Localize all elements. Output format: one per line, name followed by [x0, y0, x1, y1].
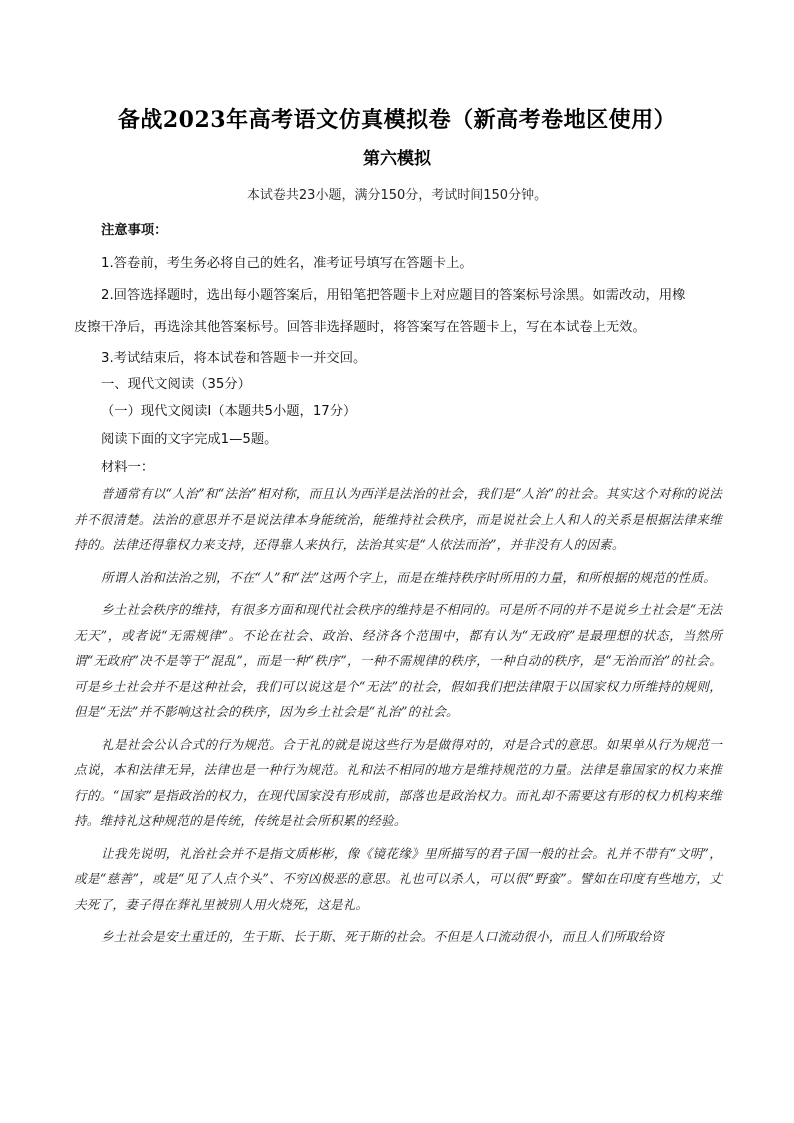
passage-paragraph: 乡土社会秩序的维持，有很多方面和现代社会秩序的维持是不相同的。可是所不同的并不是说乡土社会是“无法无天”，或者说“无需规律”。不论在社会、政治、经济各个范围中，都有认为“无政府”是最理想的状态，当然所谓“无政府”决不是等于“混乱”，而是一种“秩序”，一种不需规律的秩序，一种自动的秩序，是“无治而治”的社会。可是乡土社会并不是这种社会，我们可以说这是个“无法”的社会，假如我们把法律限于以国家权力所维持的规则，但是“无法”并不影响这社会的秩序，因为乡土社会是“礼治”的社会。	[74, 602, 722, 719]
passage-paragraph: 乡土社会是安土重迁的，生于斯、长于斯、死于斯的社会。不但是人口流动很小，而且人们所取给资	[101, 929, 664, 944]
note-item-1: 1.答卷前，考生务必将自己的姓名，准考证号填写在答题卡上。	[101, 256, 473, 271]
material-label: 材料一：	[101, 460, 155, 475]
note-item-3: 3.考试结束后，将本试卷和答题卡一并交回。	[101, 351, 367, 366]
exam-info: 本试卷共23小题，满分150分，考试时间150分钟。	[246, 188, 548, 203]
subsection-heading-reading-1: （一）现代文阅读Ⅰ（本题共5小题，17分）	[101, 404, 357, 419]
section-heading-modern-reading: 一、现代文阅读（35分）	[101, 377, 251, 392]
page-subtitle: 第六模拟	[363, 149, 431, 169]
page-title: 备战2023年高考语文仿真模拟卷（新高考卷地区使用）	[117, 107, 677, 133]
passage-paragraph: 所谓人治和法治之别，不在“人”和“法”这两个字上，而是在维持秩序时所用的力量，和所根据的规范的性质。	[101, 569, 717, 585]
reading-instruction: 阅读下面的文字完成1—5题。	[101, 432, 278, 447]
reading-passage	[74, 481, 722, 957]
passage-paragraph: 礼是社会公认合式的行为规范。合于礼的就是说这些行为是做得对的，对是合式的意思。如果单从行为规范一点说，本和法律无异，法律也是一种行为规范。礼和法不相同的地方是维持规范的力量。法律是靠国家的权力来推行的。“国家”是指政治的权力，在现代国家没有形成前，部落也是政治权力。而礼却不需要这有形的权力机构来维持。维持礼这种规范的是传统，传统是社会所积累的经验。	[74, 736, 722, 828]
passage-paragraph: 普通常有以“人治”和“法治”相对称，而且认为西洋是法治的社会，我们是“人治”的社会。其实这个对称的说法并不很清楚。法治的意思并不是说法律本身能统治，能维持社会秩序，而是说社会上人和人的关系是根据法律来维持的。法律还得靠权力来支持，还得靠人来执行，法治其实是“人依法而治”，并非没有人的因素。	[74, 486, 722, 552]
passage-paragraph: 让我先说明，礼治社会并不是指文质彬彬，像《镜花缘》里所描写的君子国一般的社会。礼并不带有“文明”，或是“慈善”，或是“见了人点个头”、不穷凶极恶的意思。礼也可以杀人，可以很“野蛮”。譬如在印度有些地方，丈夫死了，妻子得在葬礼里被别人用火烧死，这是礼。	[74, 845, 722, 912]
note-item-2-line-2: 皮擦干净后，再选涂其他答案标号。回答非选择题时，将答案写在答题卡上，写在本试卷上无效。	[74, 320, 646, 335]
notes-heading: 注意事项：	[101, 223, 168, 238]
note-item-2-line-1: 2.回答选择题时，选出每小题答案后，用铅笔把答题卡上对应题目的答案标号涂黑。如需改动，用橡	[101, 288, 686, 303]
